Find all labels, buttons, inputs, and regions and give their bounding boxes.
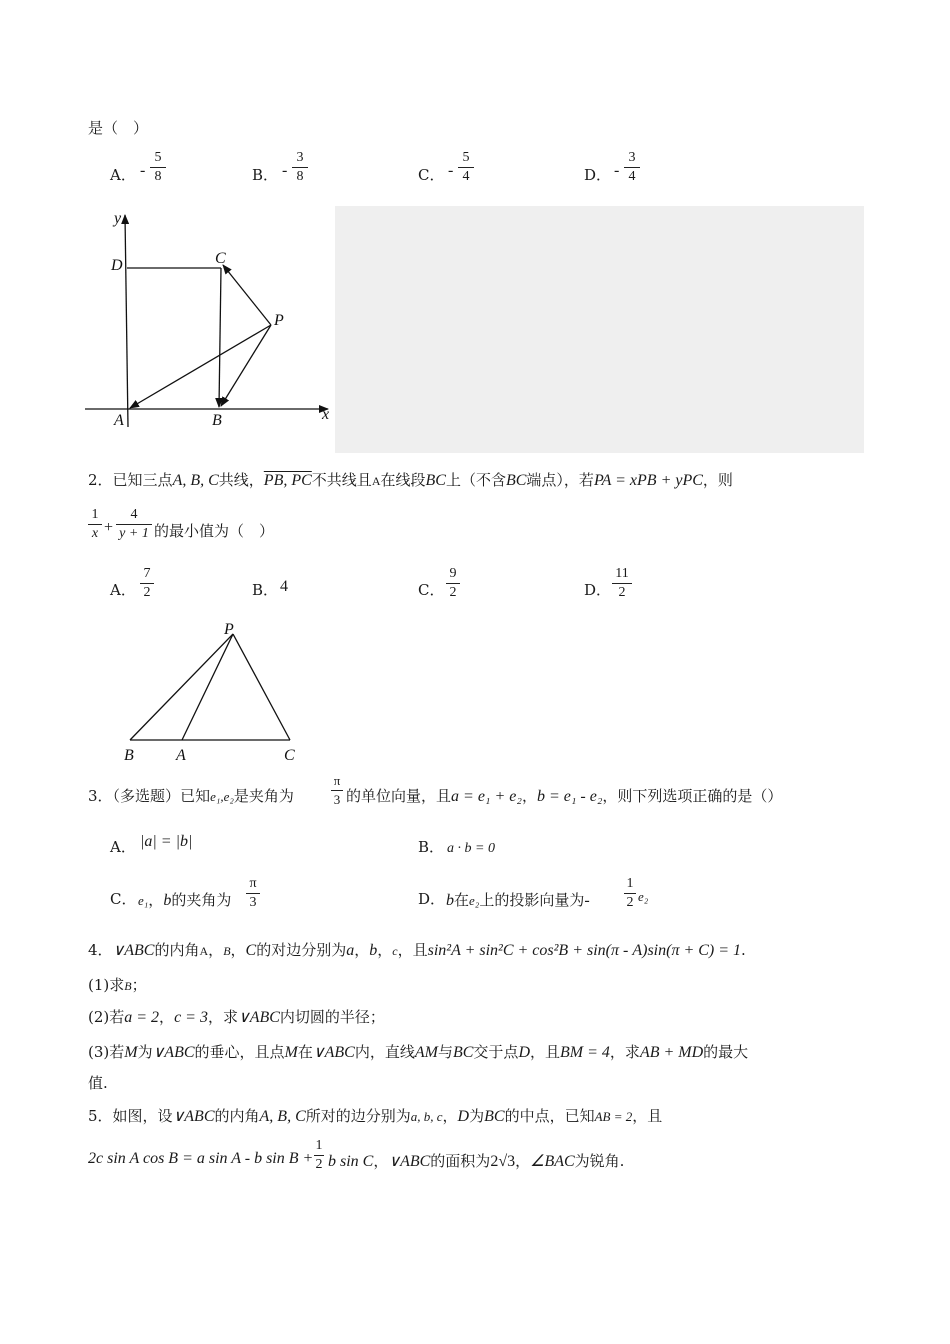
q3-text-1: 已知 (180, 787, 211, 805)
q3-option-c-text: 的夹角为 (171, 891, 232, 909)
q1-option-c-frac: 5 4 (458, 150, 474, 185)
q2-option-c-frac: 9 2 (446, 566, 460, 601)
q4-part-3-triangle: ∨ABC (152, 1044, 195, 1061)
q3-option-a-expr: |a| = |b| (140, 833, 193, 850)
label-y: y (114, 210, 122, 227)
q4-part-3-text-i: ，求 (609, 1043, 640, 1061)
label-p: P (224, 621, 234, 638)
q5-triangle: ∨ABC (172, 1108, 215, 1125)
q5-text-5: 为 (469, 1107, 485, 1125)
q4-part-1-end: ； (131, 976, 147, 994)
q1-figure (85, 205, 335, 435)
q2-option-d-label: D． (584, 581, 612, 599)
q2-segment-bc-2: BC (505, 472, 527, 489)
q4-part-3-text-f: 与 (437, 1043, 453, 1061)
q4-part-3 (88, 1041, 748, 1062)
q3-option-b-label: B． (418, 838, 445, 856)
q2-option-d-frac: 11 2 (612, 566, 632, 601)
q2-option-a-frac: 7 2 (140, 566, 154, 601)
q4-stem: 4．∨ABC的内角A，B，C的对边分别为a，b，c，且sin²A + sin²C + cos²B + sin(π - A)sin(π + C) = 1. (88, 941, 746, 959)
q4-part-3-m-2: M (284, 1044, 298, 1061)
q4-part-3-m: M (124, 1044, 138, 1061)
q5-ab: AB = 2 (594, 1109, 633, 1124)
q2-vectors: PB, PC (263, 472, 312, 489)
q2-segment-bc: BC (425, 472, 446, 489)
q1-option-b-label: B． (252, 166, 279, 184)
q1-option-c-sign: - (448, 162, 454, 179)
q2-frac-2: 4 y + 1 (116, 507, 152, 542)
q2-option-a-label: A． (110, 581, 136, 599)
q4-part-3-text-j: 的最大 (703, 1043, 749, 1061)
q4-angle-b: B (223, 944, 231, 958)
q4-part-3-text-b: 为 (137, 1043, 153, 1061)
y-axis (125, 215, 128, 427)
q5-equation-left: 2c sin A cos B = a sin A - b sin B + (88, 1150, 314, 1167)
q2-option-c-label: C． (418, 581, 445, 599)
q3-comma: ， (521, 787, 537, 805)
q1-option-a-sign: - (140, 162, 146, 179)
q4-part-2-triangle: ∨ABC (237, 1009, 280, 1026)
q3-pi-frac: π 3 (331, 773, 343, 808)
q5-text-3: 所对的边分别为 (305, 1107, 411, 1125)
q3-tag: （多选题） (112, 787, 181, 805)
q1-option-a-label: A． (110, 166, 136, 184)
q4-part-3-text-g: 交于点 (473, 1043, 519, 1061)
q2-points: A, B, C (172, 472, 219, 489)
q5-half-frac: 1 2 (315, 1138, 323, 1172)
q4-part-3-cont: 值. (88, 1074, 108, 1092)
q3-option-c-label: C． (110, 890, 137, 908)
q2-point-a: A (371, 474, 381, 488)
q3-option-d-b: b (446, 892, 454, 909)
q5-triangle-2: ∨ABC (388, 1153, 431, 1170)
q4-part-3-bm: BM = 4 (560, 1044, 610, 1061)
q4-part-1 (88, 974, 147, 995)
segment-pc (233, 634, 290, 740)
q3-option-a-label: A． (110, 838, 136, 856)
q4-side-b: b (369, 942, 378, 959)
label-d: D (111, 257, 123, 274)
q2-text-1: 已知三点 (112, 471, 173, 489)
vector-pb (221, 325, 271, 406)
q5-text-2: 的内角 (214, 1107, 260, 1125)
q3-option-c-body (138, 889, 231, 910)
q2-text-5: 上（不含 (445, 471, 506, 489)
q1-stem-tail: 是（ ） (88, 119, 149, 137)
q3-number: 3． (88, 787, 113, 805)
q2-text-4: 在线段 (380, 471, 426, 489)
q3-b-def: b = e₁ - e₂ (536, 788, 603, 805)
label-a: A (176, 747, 186, 764)
q3-stem-2 (346, 785, 782, 806)
vector-pc (223, 265, 271, 325)
q2-figure (118, 618, 308, 766)
q5-angle-bac: ∠BAC (530, 1153, 575, 1170)
q5-text-7: ，且 (632, 1107, 663, 1125)
q3-option-d-label: D． (418, 890, 446, 908)
q1-option-d-sign: - (614, 162, 620, 179)
q4-part-3-expr: AB + MD (639, 1044, 704, 1061)
q4-angle-a: A (199, 944, 209, 958)
q4-part-1-var: B (124, 979, 132, 993)
q1-option-b-sign: - (282, 162, 288, 179)
label-b: B (124, 747, 134, 764)
segment-pa (182, 634, 233, 740)
q2-frac-1: 1 x (88, 507, 102, 542)
label-b: B (212, 412, 222, 429)
q3-text-3: 的单位向量，且 (346, 787, 452, 805)
q4-part-2-text-3: 内切圆的半径； (279, 1008, 385, 1026)
q2-option-b-label: B． (252, 581, 279, 599)
q3-option-d-text-2: 上的投影向量为 (479, 891, 585, 909)
label-p: P (274, 312, 284, 329)
q4-part-3-text-c: 的垂心，且点 (194, 1043, 285, 1061)
q4-part-1-text: (1)求 (88, 976, 125, 994)
q2-text-8: 的最小值为（ ） (154, 522, 275, 540)
q5-text-9: 的面积为 (430, 1152, 491, 1170)
q5-sides: a, b, c (410, 1109, 443, 1124)
q5-point-d: D (457, 1108, 470, 1125)
vector-cb (219, 268, 221, 407)
q4-part-3-triangle-2: ∨ABC (312, 1044, 355, 1061)
q1-option-a-frac: 5 8 (150, 150, 166, 185)
q4-side-c: c (392, 944, 398, 958)
q2-text-6: 端点），若 (526, 471, 594, 489)
q1-option-d-frac: 3 4 (624, 150, 640, 185)
q5-text-8: ， (373, 1152, 389, 1170)
q5-angles: A, B, C (259, 1108, 306, 1125)
q5-text-4: ， (442, 1107, 458, 1125)
q4-text-3: ，且 (397, 941, 428, 959)
q5-area: 2√3 (490, 1153, 516, 1170)
label-c: C (215, 250, 226, 267)
q2-text-2: 共线， (218, 471, 264, 489)
q2-stem (88, 469, 733, 490)
q4-number: 4． (88, 941, 113, 959)
q2-plus: + (104, 519, 114, 536)
q1-option-d-label: D． (584, 166, 612, 184)
q3-option-d-text-1: 在 (454, 891, 470, 909)
image-placeholder (335, 206, 864, 453)
q4-part-2: (2)若a = 2，c = 3，求∨ABC内切圆的半径； (88, 1008, 385, 1026)
label-c: C (284, 747, 295, 764)
q4-angle-c: C (245, 942, 257, 959)
q2-equation: PA = xPB + yPC (593, 472, 703, 489)
q3-option-c-comma: ， (148, 891, 164, 909)
q4-part-3-am: AM (414, 1044, 438, 1061)
label-x: x (322, 406, 330, 423)
q4-text-2: 的对边分别为 (256, 941, 347, 959)
q4-equation: sin²A + sin²C + cos²B + sin(π - A)sin(π + C) = 1 (427, 942, 742, 959)
q3-text-4: ，则下列选项正确的是（） (602, 787, 783, 805)
q3-option-d-body (446, 889, 590, 910)
q5-text-10: ， (515, 1152, 531, 1170)
q2-text-3: 不共线且 (311, 471, 372, 489)
q3-option-b-expr: a · b = 0 (447, 841, 495, 856)
q5-number: 5． (88, 1107, 113, 1125)
q5-bc: BC (484, 1108, 505, 1125)
q3-option-c-b: b (163, 892, 172, 909)
q4-side-a: a (346, 942, 355, 959)
q5-text-6: 的中点，已知 (504, 1107, 595, 1125)
q4-part-3-d: D (518, 1044, 530, 1061)
label-a: A (114, 412, 124, 429)
q5-text-11: 为锐角. (574, 1152, 625, 1170)
q2-text-7: ，则 (702, 471, 733, 489)
q3-option-c-frac: π 3 (246, 876, 260, 911)
q3-e12: e₁,e₂ (210, 789, 234, 804)
vector-pa (130, 325, 271, 408)
q3-option-d-e2: e₂ (469, 893, 480, 908)
q4-text-1: 的内角 (154, 941, 200, 959)
q5-stem (88, 1105, 662, 1126)
q3-option-d-sign: - (584, 892, 590, 909)
segment-pb (130, 634, 233, 740)
q3-stem (88, 785, 294, 806)
q1-option-c-label: C． (418, 166, 445, 184)
q4-part-2-c: c = 3 (174, 1009, 208, 1026)
q3-a-def: a = e₁ + e₂ (451, 788, 522, 805)
q4-part-3-bc: BC (452, 1044, 474, 1061)
q4-part-2-text-2: ，求 (207, 1008, 238, 1026)
q1-option-b-frac: 3 8 (292, 150, 308, 185)
q3-option-d-vec: e₂ (638, 889, 649, 904)
q3-option-c-e1: e₁ (138, 893, 149, 908)
q4-part-3-text-h: ，且 (530, 1043, 561, 1061)
q5-equation-right: b sin C (328, 1153, 374, 1170)
q4-part-2-a: a = 2 (124, 1009, 160, 1026)
q4-part-2-text-1: (2)若 (88, 1008, 125, 1026)
q4-triangle: ∨ABC (112, 942, 155, 959)
q4-part-3-text-d: 在 (297, 1043, 313, 1061)
q4-part-3-text-a: (3)若 (88, 1043, 125, 1061)
q5-text-1: 如图，设 (112, 1107, 173, 1125)
q4-part-3-text-e: 内，直线 (354, 1043, 415, 1061)
q2-option-b-value: 4 (280, 578, 288, 595)
q3-option-d-frac: 1 2 (624, 876, 636, 911)
q3-text-2: 是夹角为 (233, 787, 294, 805)
q5-line-2 (328, 1150, 624, 1171)
q2-number: 2． (88, 471, 113, 489)
